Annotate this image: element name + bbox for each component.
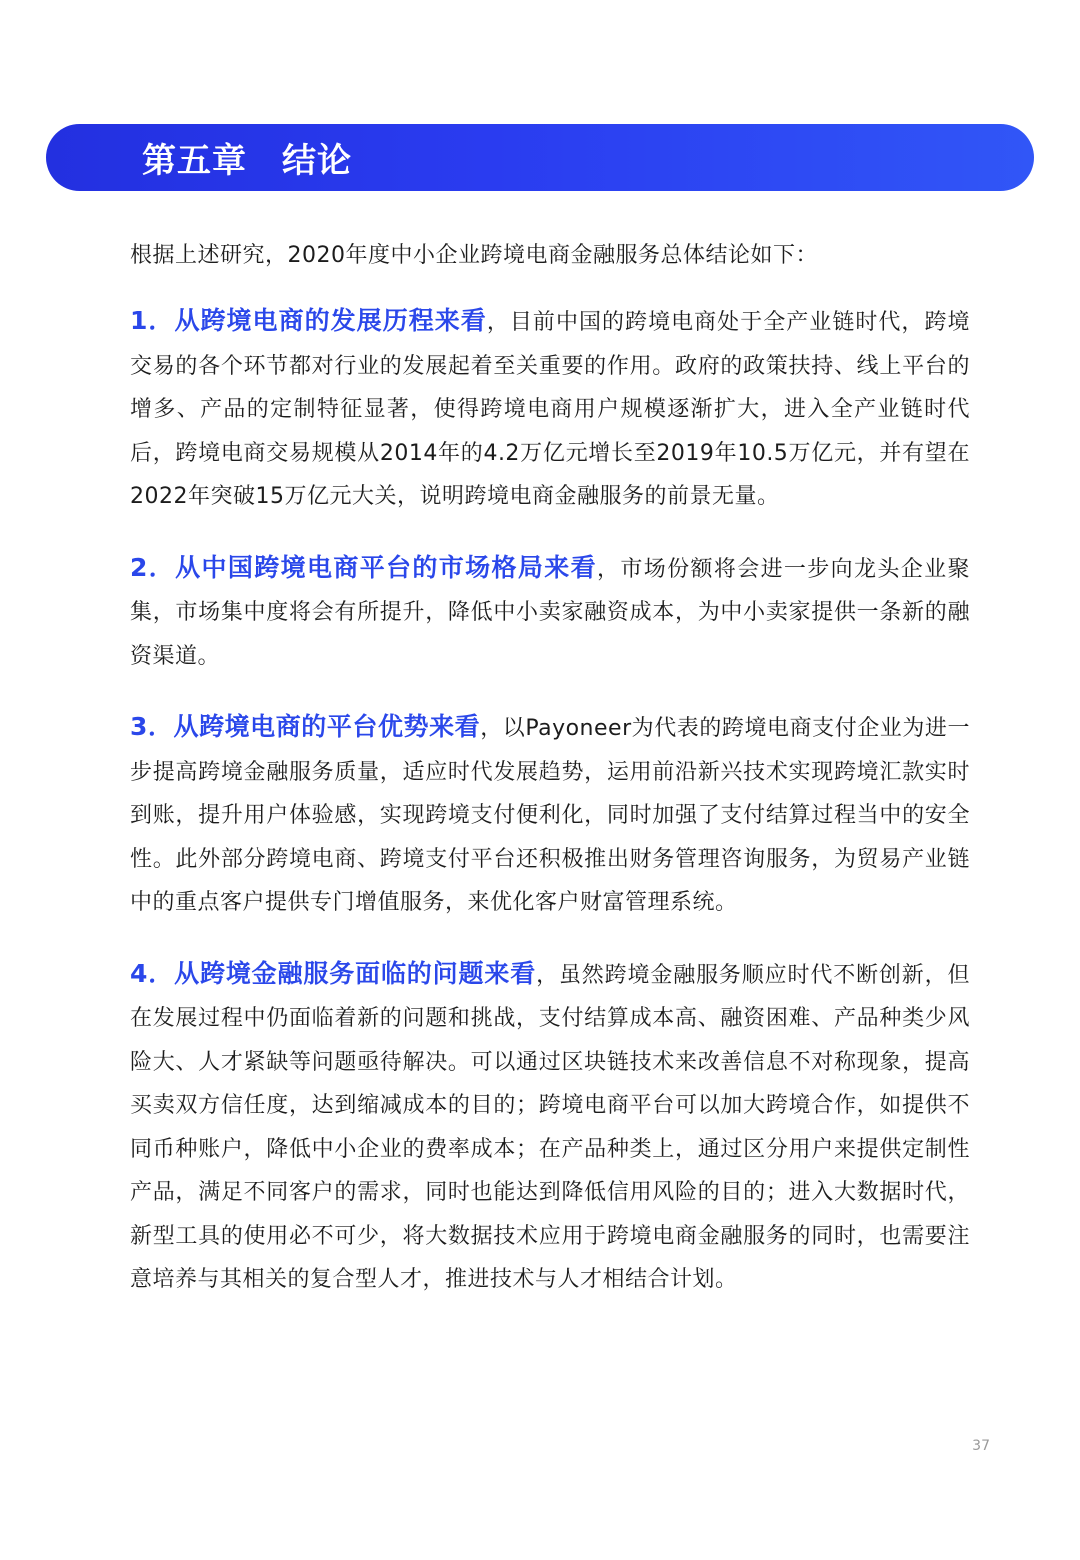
section-paragraph-3 <box>130 705 970 925</box>
section-body-3: ，以Payoneer为代表的跨境电商支付企业为进一步提高跨境金融服务质量，适应时代发展趋势，运用前沿新兴技术实现跨境汇款实时到账，提升用户体验感，实现跨境支付便利化，同时加强了支付结算过程当中的安全性。此外部分跨境电商、跨境支付平台还积极推出财务管理咨询服务，为贸易产业链中的重点客户提供专门增值服务，来优化客户财富管理系统。 <box>130 716 970 915</box>
section-heading-1: 1．从跨境电商的发展历程来看 <box>130 306 487 335</box>
section-heading-3: 3．从跨境电商的平台优势来看 <box>130 712 481 741</box>
section-heading-4: 4．从跨境金融服务面临的问题来看 <box>130 958 537 988</box>
section-body-2: ，市场份额将会进一步向龙头企业聚集，市场集中度将会有所提升，降低中小卖家融资成本，为中小卖家提供一条新的融资渠道。 <box>130 556 970 669</box>
section-paragraph-2 <box>130 546 970 679</box>
section-paragraph-4 <box>130 952 970 1302</box>
section-paragraph-1 <box>130 299 970 519</box>
page-number: 37 <box>972 1438 990 1454</box>
chapter-title: 第五章 结论 <box>142 141 352 181</box>
main-content <box>130 234 970 1329</box>
chapter-banner <box>46 124 1034 191</box>
intro-paragraph: 根据上述研究，2020年度中小企业跨境电商金融服务总体结论如下： <box>130 243 818 268</box>
section-heading-2: 2．从中国跨境电商平台的市场格局来看 <box>130 552 597 582</box>
section-body-4: ，虽然跨境金融服务顺应时代不断创新，但在发展过程中仍面临着新的问题和挑战，支付结算成本高、融资困难、产品种类少风险大、人才紧缺等问题亟待解决。可以通过区块链技术来改善信息不对称现象，提高买卖双方信任度，达到缩减成本的目的；跨境电商平台可以加大跨境合作，如提供不同币种账户，降低中小企业的费率成本；在产品种类上，通过区分用户来提供定制性产品，满足不同客户的需求，同时也能达到降低信用风险的目的；进入大数据时代，新型工具的使用必不可少，将大数据技术应用于跨境电商金融服务的同时，也需要注意培养与其相关的复合型人才，推进技术与人才相结合计划。 <box>130 962 970 1292</box>
section-body-1: ，目前中国的跨境电商处于全产业链时代，跨境交易的各个环节都对行业的发展起着至关重要的作用。政府的政策扶持、线上平台的增多、产品的定制特征显著，使得跨境电商用户规模逐渐扩大，进入全产业链时代后，跨境电商交易规模从2014年的4.2万亿元增长至2019年10.5万亿元，并有望在2022年突破15万亿元大关，说明跨境电商金融服务的前景无量。 <box>130 310 970 509</box>
